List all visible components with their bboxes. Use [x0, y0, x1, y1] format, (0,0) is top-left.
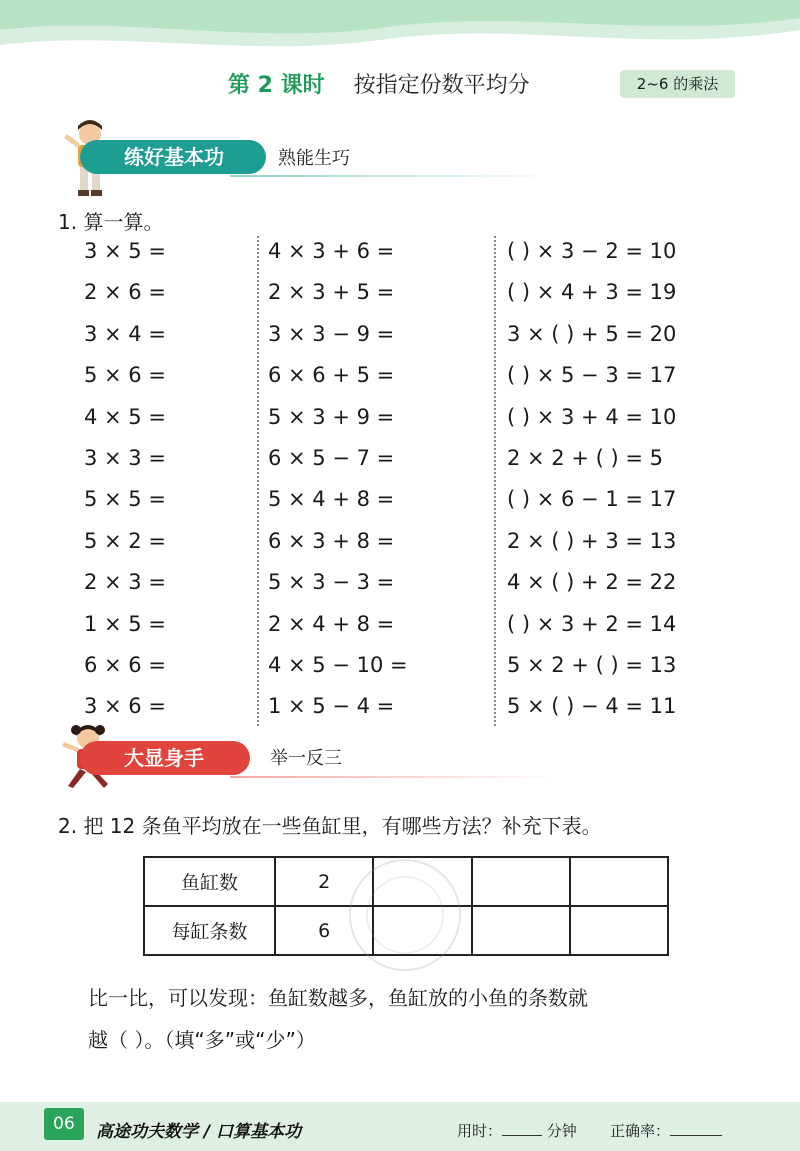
- equation: 1 × 5 − 4 =: [268, 694, 395, 719]
- equation: 5 × 3 + 9 =: [268, 404, 395, 429]
- table-cell: 2: [275, 857, 373, 906]
- equation: ( ) × 5 − 3 = 17: [507, 363, 677, 388]
- equation: 5 × 3 − 3 =: [268, 570, 395, 595]
- equation: ( ) × 3 + 4 = 10: [507, 404, 677, 429]
- lesson-title: 按指定份数平均分: [353, 73, 530, 98]
- equation: 4 × 5 =: [84, 404, 166, 429]
- unit-badge: 2~6 的乘法: [620, 70, 735, 98]
- equation: 5 × 4 + 8 =: [268, 487, 395, 512]
- question-2-title: 2. 把 12 条鱼平均放在一些鱼缸里，有哪些方法？补充下表。: [58, 814, 602, 838]
- equation: 4 × 3 + 6 =: [268, 239, 395, 263]
- equation-column-c: [507, 232, 676, 729]
- observation-text-line2: 越（ ）。（填“多”或“少”）: [88, 1028, 316, 1052]
- equation: 6 × 6 + 5 =: [268, 363, 395, 388]
- equation: ( ) × 6 − 1 = 17: [507, 487, 677, 512]
- equation: 2 × 3 =: [84, 570, 166, 595]
- time-label: 用时：: [457, 1122, 503, 1140]
- banner-underline: [230, 175, 560, 177]
- equation: 5 × 5 =: [84, 487, 166, 512]
- equation: 5 × 2 =: [84, 528, 166, 553]
- equation: 3 × 6 =: [84, 694, 166, 719]
- time-unit: 分钟: [546, 1122, 577, 1140]
- accuracy-label: 正确率：: [610, 1122, 671, 1140]
- equation: 4 × ( ) + 2 = 22: [507, 570, 677, 595]
- column-divider: [257, 236, 259, 726]
- equation: 6 × 6 =: [84, 652, 166, 677]
- time-blank[interactable]: [502, 1121, 542, 1136]
- equation: 5 × 2 + ( ) = 13: [507, 652, 677, 677]
- section-banner-basic-skills: 练好基本功: [80, 140, 266, 174]
- question-1-title: 1. 算一算。: [58, 210, 164, 234]
- equation: ( ) × 4 + 3 = 19: [507, 280, 677, 305]
- equation: 3 × 3 =: [84, 445, 166, 470]
- time-field: [457, 1120, 577, 1141]
- table-row-label: 鱼缸数: [144, 857, 275, 906]
- table-row-label: 每缸条数: [144, 906, 275, 955]
- equation: 2 × ( ) + 3 = 13: [507, 528, 677, 553]
- equation: 5 × 6 =: [84, 363, 166, 388]
- page-number: 06: [44, 1108, 84, 1140]
- section-subtitle: 举一反三: [270, 748, 342, 769]
- header-wave-decoration: [0, 0, 800, 70]
- equation: 4 × 5 − 10 =: [268, 652, 408, 677]
- section-subtitle: 熟能生巧: [278, 148, 350, 169]
- equation: 2 × 3 + 5 =: [268, 280, 395, 305]
- table-cell-blank[interactable]: [472, 906, 570, 955]
- accuracy-field: [610, 1120, 722, 1141]
- equation: 5 × ( ) − 4 = 11: [507, 694, 677, 719]
- table-cell-blank[interactable]: [472, 857, 570, 906]
- equation: 3 × 4 =: [84, 321, 166, 346]
- accuracy-blank[interactable]: [670, 1121, 722, 1136]
- equation: 3 × 5 =: [84, 239, 166, 263]
- equation: 2 × 4 + 8 =: [268, 611, 395, 636]
- table-cell: 6: [275, 906, 373, 955]
- column-divider: [494, 236, 496, 726]
- section-banner-show-skills: 大显身手: [80, 741, 250, 775]
- banner-underline: [230, 776, 560, 778]
- equation-column-b: [268, 232, 408, 729]
- equation: 2 × 6 =: [84, 280, 166, 305]
- lesson-number: 第 2 课时: [228, 73, 325, 98]
- book-title: 高途功夫数学 / 口算基本功: [96, 1122, 302, 1142]
- equation: 6 × 5 − 7 =: [268, 445, 395, 470]
- equation: ( ) × 3 − 2 = 10: [507, 239, 677, 263]
- equation: 1 × 5 =: [84, 611, 166, 636]
- lesson-header: [228, 68, 530, 99]
- table-cell-blank[interactable]: [570, 857, 668, 906]
- equation-column-a: [84, 232, 166, 729]
- equation: 3 × ( ) + 5 = 20: [507, 321, 677, 346]
- table-cell-blank[interactable]: [570, 906, 668, 955]
- equation: 2 × 2 + ( ) = 5: [507, 445, 663, 470]
- equation: 6 × 3 + 8 =: [268, 528, 395, 553]
- equation: ( ) × 3 + 2 = 14: [507, 611, 677, 636]
- observation-text-line1: 比一比，可以发现：鱼缸数越多，鱼缸放的小鱼的条数就: [88, 986, 588, 1010]
- watermark-stamp: [340, 850, 470, 980]
- equation: 3 × 3 − 9 =: [268, 321, 395, 346]
